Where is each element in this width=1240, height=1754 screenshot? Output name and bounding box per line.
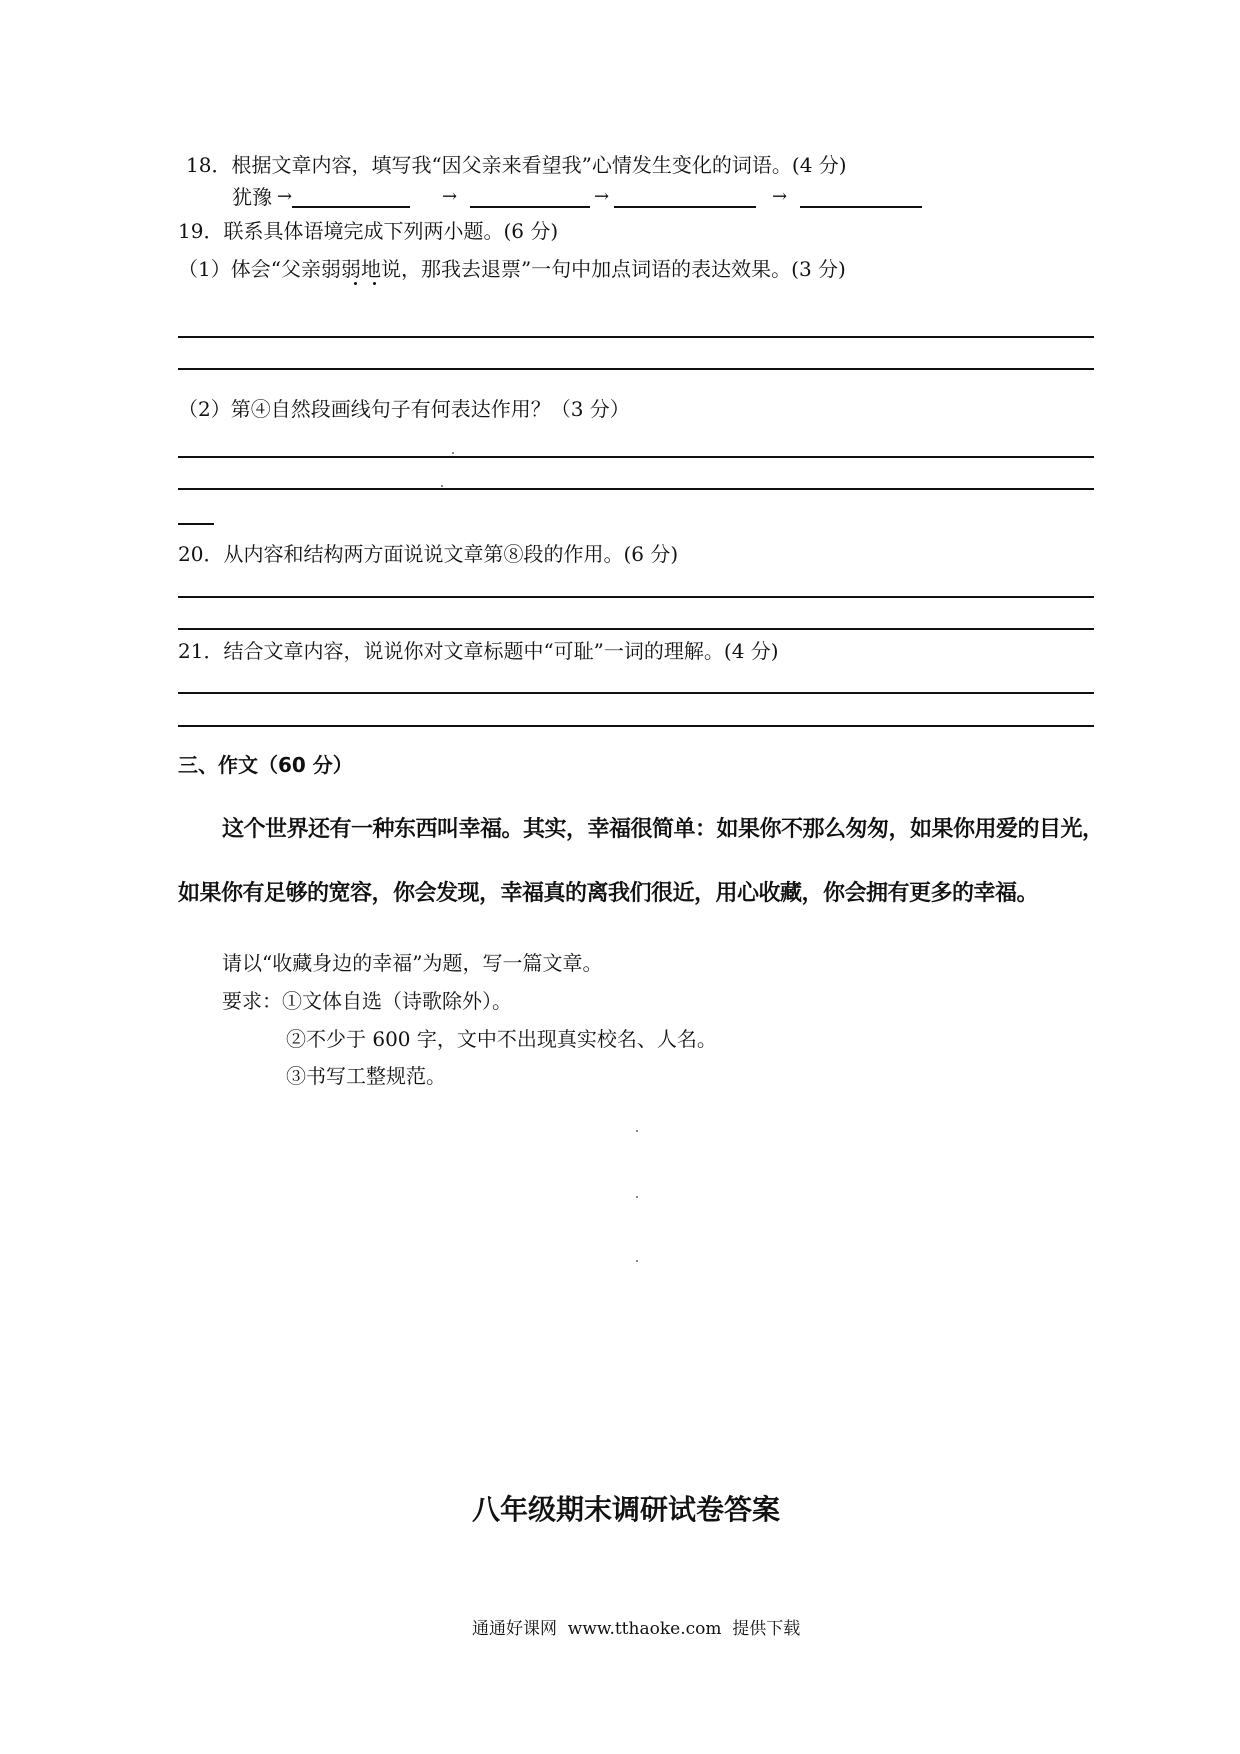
question-19-sub2: （2）第④自然段画线句子有何表达作用？（3 分） [178,397,630,421]
answer-line[interactable] [178,692,1094,694]
answer-line[interactable] [178,596,1094,598]
answer-line[interactable] [178,725,1094,727]
question-19: 19．联系具体语境完成下列两小题。(6 分) [178,219,559,243]
emphasis-dot [354,282,357,285]
q18-blank-3[interactable] [614,206,756,208]
essay-requirement-1: 要求：①文体自选（诗歌除外）。 [222,989,512,1013]
question-21: 21．结合文章内容，说说你对文章标题中“可耻”一词的理解。(4 分) [178,639,779,663]
emphasis-dot [373,282,376,285]
q18-blank-1[interactable] [292,206,410,208]
q18-arrow-3: → [594,186,610,207]
essay-requirement-2: ②不少于 600 字，文中不出现真实校名、人名。 [286,1027,717,1051]
essay-prompt: 请以“收藏身边的幸福”为题，写一篇文章。 [222,951,603,975]
essay-intro-line-1: 这个世界还有一种东西叫幸福。其实，幸福很简单：如果你不那么匆匆，如果你用爱的目光， [222,817,1104,842]
question-18: 18．根据文章内容，填写我“因父亲来看望我”心情发生变化的词语。(4 分) [186,153,847,177]
footer-source: 通通好课网 www.tthaoke.com 提供下载 [472,1619,801,1639]
q18-arrow-4: → [772,186,788,207]
scan-speck [636,1196,638,1198]
q18-start-word: 犹豫 [232,185,272,209]
q18-arrow-2: → [442,186,458,207]
scan-speck [452,452,454,454]
scan-speck [636,1260,638,1262]
essay-heading: 三、作文（60 分） [178,753,353,777]
essay-intro-line-2: 如果你有足够的宽容，你会发现，幸福真的离我们很近，用心收藏，你会拥有更多的幸福。 [178,881,1039,906]
answer-line[interactable] [178,456,1094,458]
stray-line [178,523,214,525]
question-19-sub1: （1）体会“父亲弱弱地说，那我去退票”一句中加点词语的表达效果。(3 分) [178,257,846,281]
q18-arrow-1: → [277,186,293,207]
scan-speck [636,1130,638,1132]
answer-section-title: 八年级期末调研试卷答案 [472,1493,781,1526]
answer-line[interactable] [178,368,1094,370]
answer-line[interactable] [178,336,1094,338]
answer-line[interactable] [178,488,1094,490]
q18-blank-4[interactable] [800,206,922,208]
scan-speck [441,485,443,487]
q18-blank-2[interactable] [470,206,590,208]
answer-line[interactable] [178,628,1094,630]
essay-requirement-3: ③书写工整规范。 [286,1064,446,1088]
question-20: 20．从内容和结构两方面说说文章第⑧段的作用。(6 分) [178,542,679,566]
